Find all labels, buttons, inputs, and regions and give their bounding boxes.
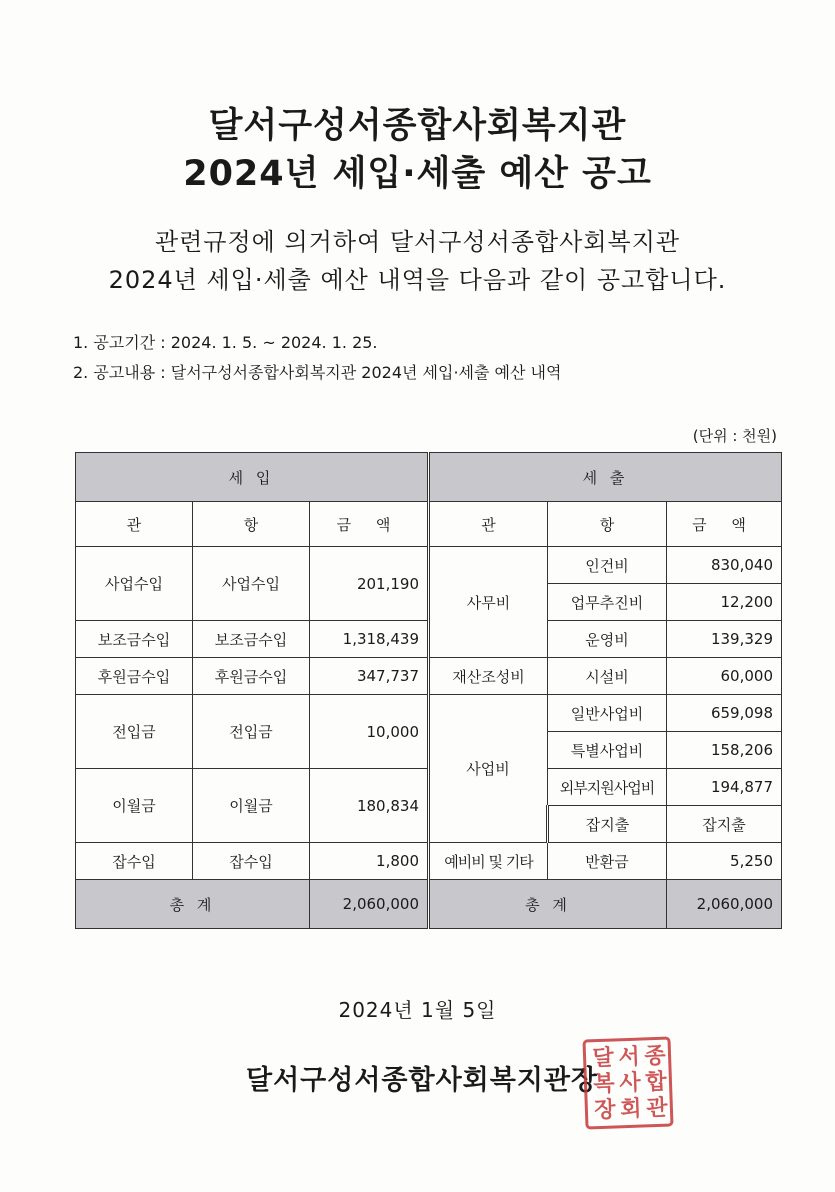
intro-line-1: 관련규정에 의거하여 달서구성서종합사회복지관 [154,228,681,256]
income-hang: 사업수입 [193,547,310,621]
income-col-amount: 금 액 [310,502,429,547]
notice-content: 2. 공고내용 : 달서구성서종합사회복지관 2024년 세입·세출 예산 내역 [73,363,562,382]
table-header-row [76,453,782,502]
expense-amount: 60,000 [667,658,782,695]
income-total-label: 총 계 [76,880,310,929]
expense-gwan: 사업비 [429,695,548,843]
total-row [76,880,782,929]
income-gwan: 잡수입 [76,843,193,880]
expense-hang: 잡지출 [667,806,782,843]
page-subtitle: 2024년 세입·세출 예산 공고 [183,154,652,194]
expense-hang: 시설비 [548,658,667,695]
expense-amount: 139,329 [667,621,782,658]
income-gwan: 후원금수입 [76,658,193,695]
expense-total-label: 총 계 [429,880,667,929]
seal-glyph: 복 [592,1071,616,1098]
seal-glyph: 장 [593,1097,616,1124]
income-amount: 201,190 [310,547,429,621]
seal-glyph: 종 [644,1043,667,1070]
expense-header: 세 출 [429,453,782,502]
budget-table [75,452,782,929]
expense-gwan: 예비비 및 기타 [429,843,548,880]
income-gwan: 보조금수입 [76,621,193,658]
income-hang: 보조금수입 [193,621,310,658]
income-col-gwan: 관 [76,502,193,547]
income-gwan: 이월금 [76,769,193,843]
table-row [76,843,782,880]
intro-line-2: 2024년 세입·세출 예산 내역을 다음과 같이 공고합니다. [108,266,727,294]
expense-hang: 반환금 [548,843,667,880]
notice-period: 1. 공고기간 : 2024. 1. 5. ~ 2024. 1. 25. [73,333,378,352]
income-hang: 후원금수입 [193,658,310,695]
seal-glyph: 회 [619,1096,642,1123]
seal-glyph: 관 [645,1095,668,1122]
expense-hang: 특별사업비 [548,732,667,769]
expense-amount: 830,040 [667,547,782,584]
expense-gwan: 사무비 [429,547,548,658]
unit-label: (단위 : 천원) [692,427,777,445]
income-amount: 180,834 [310,769,429,843]
income-amount: 1,800 [310,843,429,880]
seal-glyph: 사 [618,1070,642,1097]
expense-amount: 659,098 [667,695,782,732]
income-gwan: 전입금 [76,695,193,769]
table-row [76,547,782,584]
income-hang: 이월금 [193,769,310,843]
expense-amount: 12,200 [667,584,782,621]
expense-gwan: 재산조성비 [429,658,548,695]
income-gwan: 사업수입 [76,547,193,621]
column-header-row [76,502,782,547]
seal-glyph: 합 [644,1069,668,1096]
seal-glyph: 서 [618,1044,641,1071]
notice-date: 2024년 1월 5일 [338,998,497,1022]
income-hang: 전입금 [193,695,310,769]
official-seal-icon [582,1036,673,1129]
income-amount: 10,000 [310,695,429,769]
expense-amount: 5,250 [667,843,782,880]
expense-hang: 운영비 [548,621,667,658]
income-total-amount: 2,060,000 [310,880,429,929]
expense-col-hang: 항 [548,502,667,547]
income-amount: 347,737 [310,658,429,695]
signer-name: 달서구성서종합사회복지관장 [246,1065,599,1096]
expense-total-amount: 2,060,000 [667,880,782,929]
expense-amount: 158,206 [667,732,782,769]
expense-hang: 외부지원사업비 [548,769,667,806]
income-header: 세 입 [76,453,429,502]
expense-gwan: 잡지출 [548,806,667,843]
income-hang: 잡수입 [193,843,310,880]
seal-glyph: 달 [592,1045,615,1072]
expense-amount: 194,877 [667,769,782,806]
expense-hang: 인건비 [548,547,667,584]
expense-col-amount: 금 액 [667,502,782,547]
expense-col-gwan: 관 [429,502,548,547]
income-amount: 1,318,439 [310,621,429,658]
expense-hang: 일반사업비 [548,695,667,732]
page-title: 달서구성서종합사회복지관 [208,106,627,146]
expense-hang: 업무추진비 [548,584,667,621]
income-col-hang: 항 [193,502,310,547]
